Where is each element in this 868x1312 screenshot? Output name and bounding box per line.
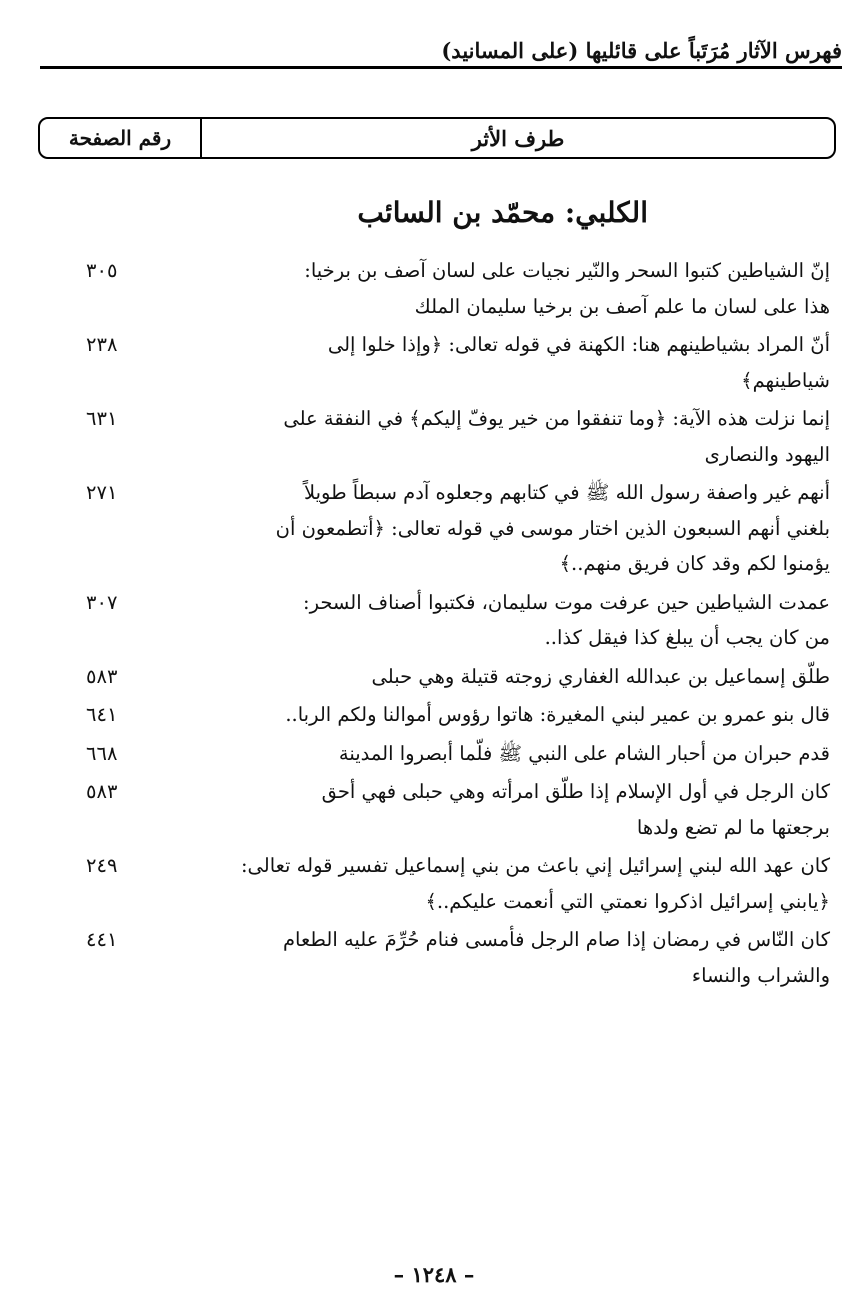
- entry-page-number: ٦٦٨: [86, 741, 118, 765]
- index-table-header: [38, 117, 836, 159]
- list-item: [70, 585, 830, 656]
- list-item: [70, 697, 830, 733]
- entry-page-number: ٥٨٣: [86, 780, 118, 803]
- entry-page-number: ٢٤٩: [86, 854, 118, 877]
- entry-page-number: ٣٠٥: [86, 259, 118, 282]
- entry-text: عمدت الشياطين حين عرفت موت سليمان، فكتبوا أصناف السحر: من كان يجب أن يبلغ كذا فيقل كذا..: [303, 590, 830, 649]
- section-heading: الكلبي: محمّد بن السائب: [357, 196, 648, 229]
- page-number: – ١٢٤٨ –: [393, 1262, 475, 1287]
- entry-text: إنّ الشياطين كتبوا السحر والنّير نجيات على لسان آصف بن برخيا: هذا على لسان ما علم آصف بن برخيا سليمان الملك: [304, 259, 830, 318]
- list-item: [70, 475, 830, 582]
- entry-text: أنّ المراد بشياطينهم هنا: الكهنة في قوله تعالى: ﴿وإذا خلوا إلى شياطينهم﴾: [327, 333, 830, 392]
- list-item: [70, 848, 830, 919]
- entry-page-number: ٣٠٧: [86, 590, 118, 614]
- header-rule: [40, 66, 842, 69]
- entry-text: طلّق إسماعيل بن عبدالله الغفاري زوجته قتيلة وهي حبلى: [371, 664, 830, 688]
- list-item: [70, 327, 830, 398]
- entry-page-number: ٥٨٣: [86, 664, 118, 688]
- column-header-title: طرف الأثر: [471, 125, 565, 151]
- list-item: [70, 401, 830, 472]
- list-item: [70, 774, 830, 845]
- entry-text: كان النّاس في رمضان إذا صام الرجل فأمسى فنام حُرِّمَ عليه الطعام والشراب والنساء: [282, 928, 830, 987]
- list-item: [70, 736, 830, 772]
- entry-page-number: ٦٣١: [86, 407, 118, 430]
- entry-text: أنهم غير واصفة رسول الله ﷺ في كتابهم وجعلوه آدم سبطاً طويلاً بلغني أنهم السبعون الذين اختار موسى في قوله تعالى: ﴿أتطمعون أن يؤمنوا لكم وقد كان فريق منهم..﴾: [275, 481, 830, 575]
- entry-list: [70, 253, 830, 996]
- entry-text: كان عهد الله لبني إسرائيل إني باعث من بني إسماعيل تفسير قوله تعالى: ﴿يابني إسرائيل اذكروا نعمتي التي أنعمت عليكم..﴾: [240, 854, 830, 913]
- list-item: [70, 659, 830, 695]
- entry-text: كان الرجل في أول الإسلام إذا طلّق امرأته وهي حبلى فهي أحق برجعتها ما لم تضع ولدها: [321, 780, 830, 839]
- entry-text: قدم حبران من أحبار الشام على النبي ﷺ فلّما أبصروا المدينة: [338, 741, 830, 765]
- column-header-page: رقم الصفحة: [40, 119, 202, 157]
- running-title: فهرس الآثار مُرَتَباً على قائليها (على المسانيد): [441, 38, 842, 63]
- entry-text: قال بنو عمرو بن عمير لبني المغيرة: هاتوا رؤوس أموالنا ولكم الربا..: [285, 703, 830, 726]
- list-item: [70, 922, 830, 993]
- entry-page-number: ٢٧١: [86, 481, 118, 504]
- entry-page-number: ٤٤١: [86, 928, 118, 951]
- entry-page-number: ٦٤١: [86, 703, 118, 726]
- entry-page-number: ٢٣٨: [86, 333, 118, 356]
- entry-text: إنما نزلت هذه الآية: ﴿وما تنفقوا من خير يوفّ إليكم﴾ في النفقة على اليهود والنصارى: [283, 407, 830, 466]
- list-item: [70, 253, 830, 324]
